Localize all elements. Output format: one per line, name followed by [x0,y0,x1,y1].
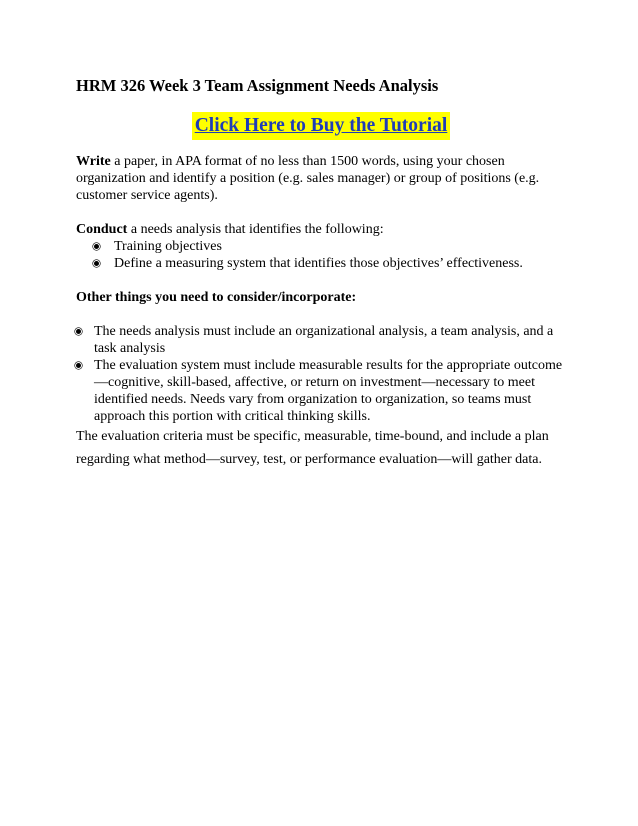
other-heading: Other things you need to consider/incorporate: [76,290,357,305]
write-lead: Write [76,154,111,169]
cta-container [0,112,638,140]
list-item [94,255,523,272]
bullet-icon [94,261,99,266]
buy-tutorial-link[interactable]: Click Here to Buy the Tutorial [192,112,451,140]
final-paragraph: The evaluation criteria must be specific, measurable, time-bound, and include a plan regarding what method—survey, test, or performance evaluation—will gather data. [76,429,549,467]
conduct-body: a needs analysis that identifies the following: [127,222,384,237]
list-item-text: The needs analysis must include an organizational analysis, a team analysis, and a task analysis [94,324,554,356]
list-item-text: The evaluation system must include measurable results for the appropriate outcome—cognitive, skill-based, affective, or return on investment—necessary to meet identified needs. Needs vary from organization to organization, so teams must approach this portion with critical thinking skills. [94,358,563,424]
list-item [76,357,568,425]
conduct-lead: Conduct [76,222,128,237]
conduct-paragraph [76,221,566,238]
write-paragraph [76,153,566,204]
page-title: HRM 326 Week 3 Team Assignment Needs Analysis [76,76,439,95]
other-list [76,323,568,425]
bullet-icon [76,363,81,368]
write-body: a paper, in APA format of no less than 1500 words, using your chosen organization and identify a position (e.g. sales manager) or group of positions (e.g. customer service agents). [76,154,540,203]
bullet-icon [94,244,99,249]
conduct-list [94,238,523,272]
list-item-text: Training objectives [114,239,222,254]
bullet-icon [76,329,81,334]
list-item [76,323,568,357]
list-item-text: Define a measuring system that identifies those objectives’ effectiveness. [114,256,523,271]
list-item [94,238,523,255]
